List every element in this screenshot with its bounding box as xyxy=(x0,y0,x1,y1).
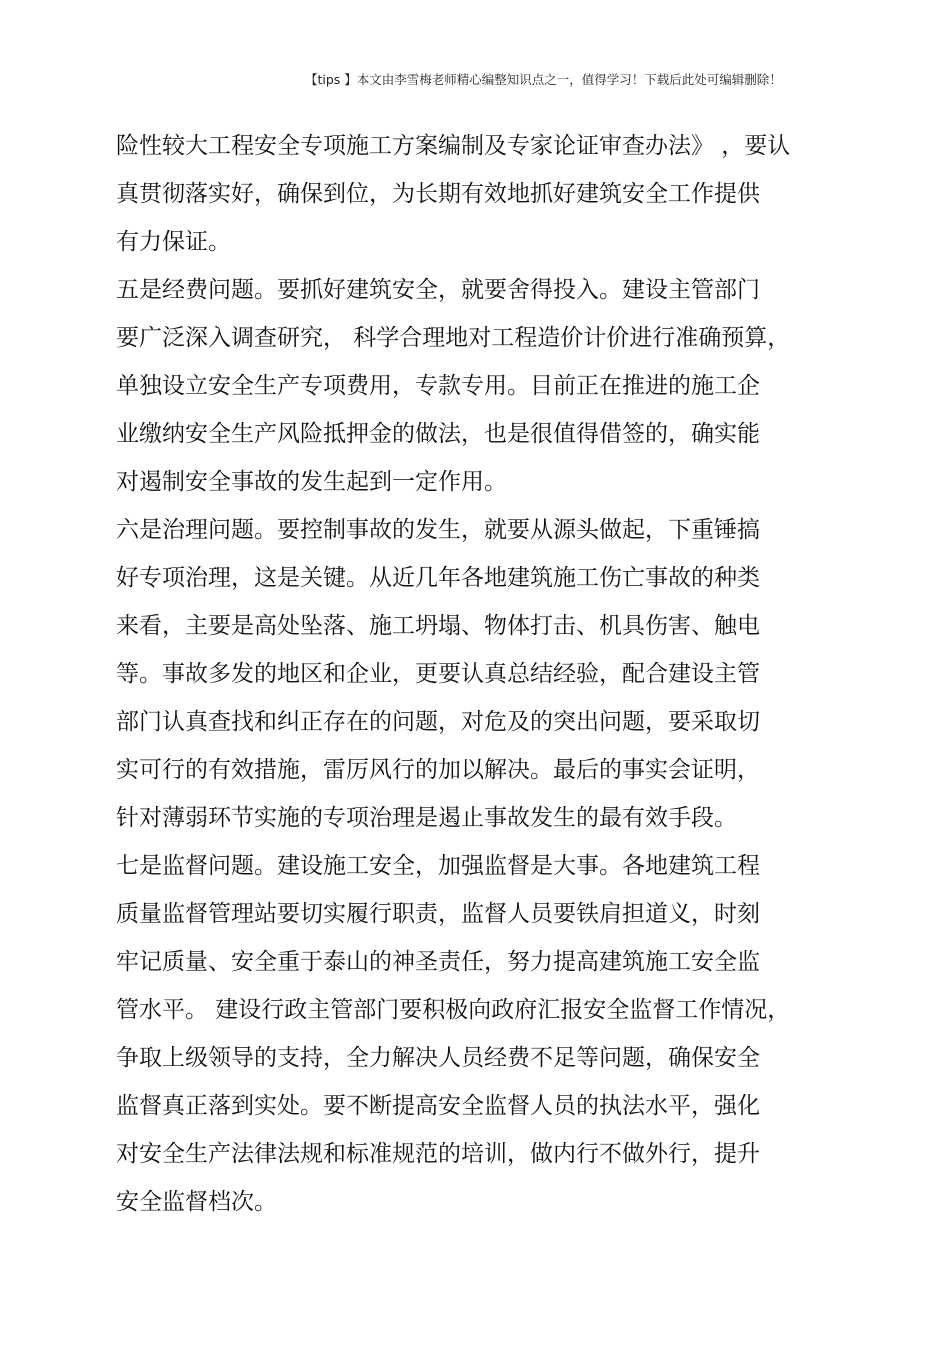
text-line: 管水平。 建设行政主管部门要积极向政府汇报安全监督工作情况， xyxy=(116,997,791,1023)
text-line: 牢记质量、安全重于泰山的神圣责任，努力提高建筑施工安全监 xyxy=(116,949,760,975)
text-line: 争取上级领导的支持，全力解决人员经费不足等问题，确保安全 xyxy=(116,1045,760,1071)
text-line: 好专项治理，这是关键。从近几年各地建筑施工伤亡事故的种类 xyxy=(116,565,760,591)
text-line: 七是监督问题。建设施工安全，加强监督是大事。各地建筑工程 xyxy=(116,853,760,879)
text-line: 业缴纳安全生产风险抵押金的做法，也是很值得借签的，确实能 xyxy=(116,421,760,447)
text-line: 单独设立安全生产专项费用，专款专用。目前正在推进的施工企 xyxy=(116,373,760,399)
text-line: 监督真正落到实处。要不断提高安全监督人员的执法水平，强化 xyxy=(116,1093,760,1119)
text-line: 来看，主要是高处坠落、施工坍塌、物体打击、机具伤害、触电 xyxy=(116,613,760,639)
text-line: 对遏制安全事故的发生起到一定作用。 xyxy=(116,469,507,495)
text-line: 险性较大工程安全专项施工方案编制及专家论证审查办法》 ，要认 xyxy=(116,133,791,159)
text-line: 质量监督管理站要切实履行职责，监督人员要铁肩担道义，时刻 xyxy=(116,901,760,927)
text-line: 真贯彻落实好，确保到位，为长期有效地抓好建筑安全工作提供 xyxy=(116,181,760,207)
text-line: 安全监督档次。 xyxy=(116,1189,277,1215)
text-line: 部门认真查找和纠正存在的问题，对危及的突出问题，要采取切 xyxy=(116,709,760,735)
text-line: 针对薄弱环节实施的专项治理是遏止事故发生的最有效手段。 xyxy=(116,805,737,831)
text-line: 对安全生产法律法规和标准规范的培训，做内行不做外行，提升 xyxy=(116,1141,760,1167)
text-line: 等。事故多发的地区和企业，更要认真总结经验，配合建设主管 xyxy=(116,661,760,687)
text-line: 六是治理问题。要控制事故的发生，就要从源头做起，下重锤搞 xyxy=(116,517,760,543)
text-line: 要广泛深入调查研究， 科学合理地对工程造价计价进行准确预算， xyxy=(116,325,791,351)
header-tips: 【tips 】本文由李雪梅老师精心编整知识点之一，值得学习！下载后此处可编辑删除！ xyxy=(305,72,782,87)
text-line: 有力保证。 xyxy=(116,229,231,255)
text-line: 五是经费问题。要抓好建筑安全，就要舍得投入。建设主管部门 xyxy=(116,277,760,303)
text-line: 实可行的有效措施，雷厉风行的加以解决。最后的事实会证明， xyxy=(116,757,760,783)
